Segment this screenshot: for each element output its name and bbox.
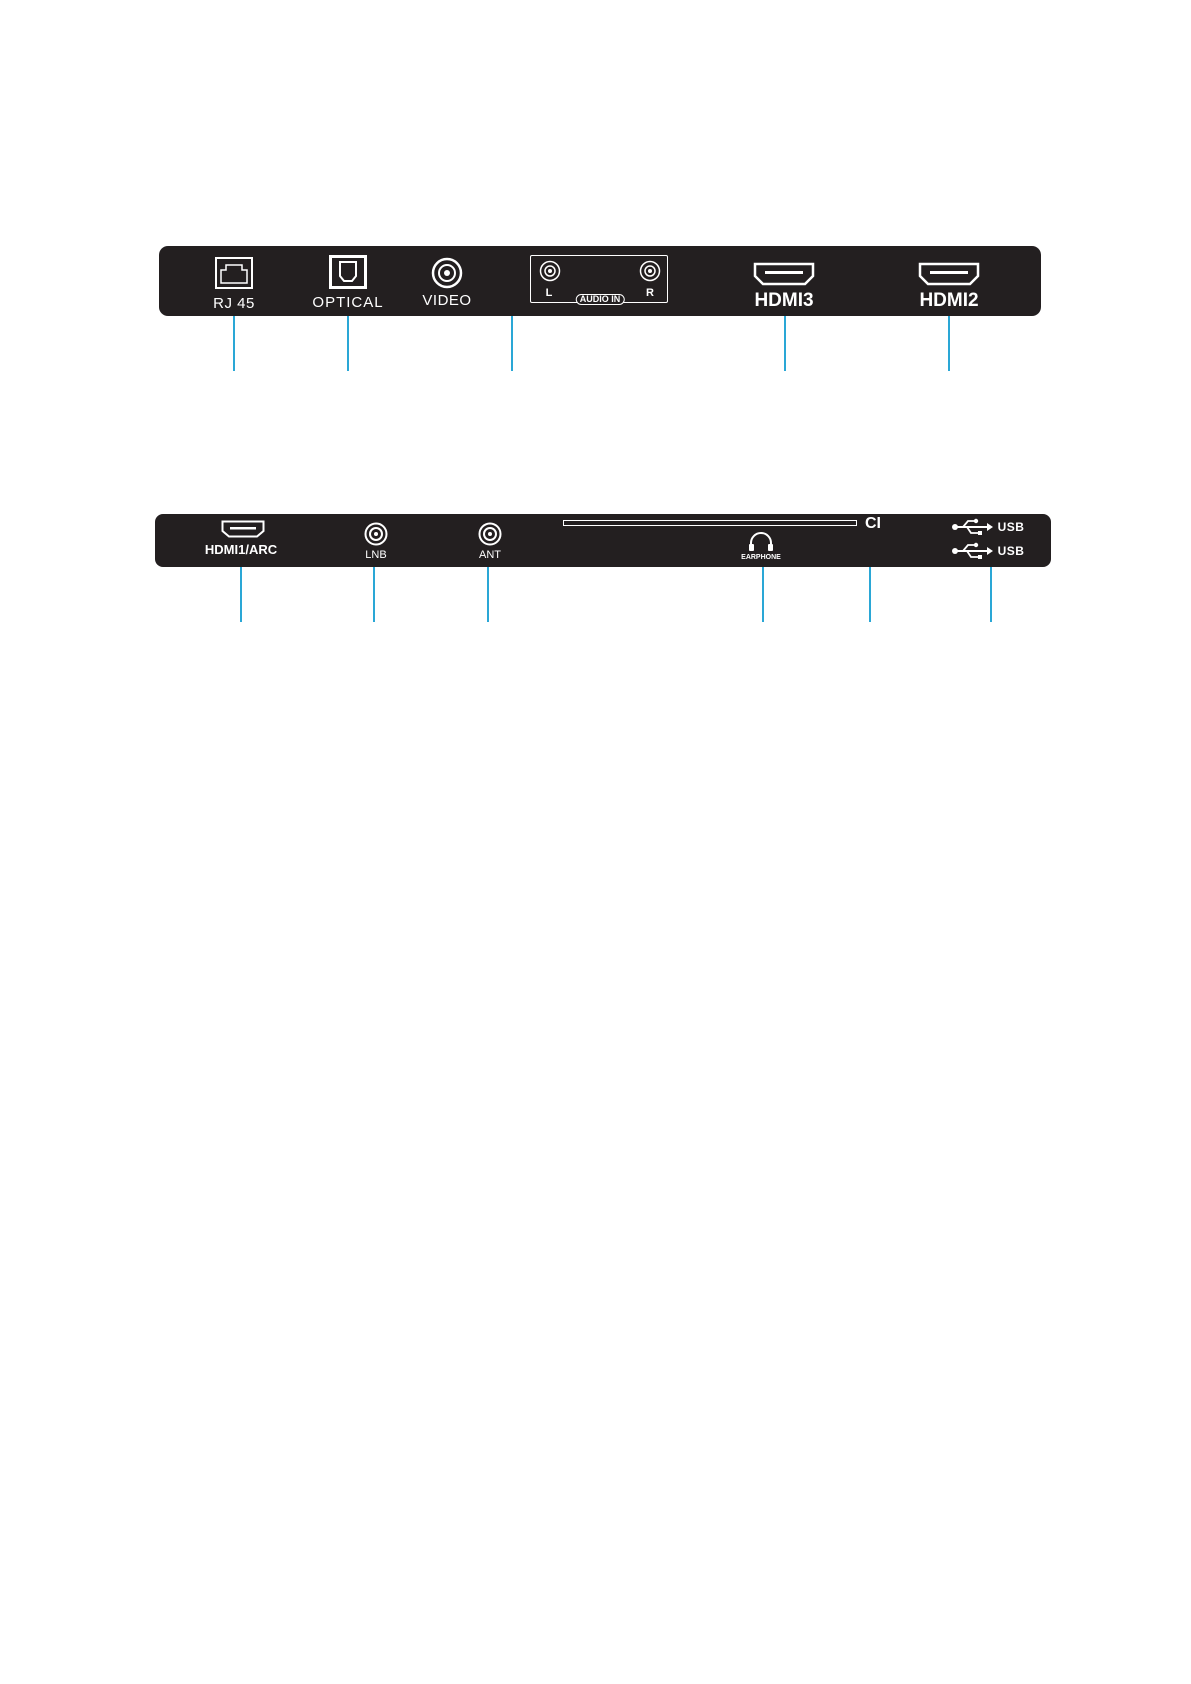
hdmi2-label: HDMI2 — [919, 290, 979, 311]
rear-panel-bottom — [155, 514, 1051, 567]
usb-icon — [951, 518, 993, 536]
audio-in-port — [530, 255, 668, 303]
usb-1-label: USB — [997, 520, 1025, 534]
usb-port-2 — [951, 542, 993, 560]
ethernet-icon — [215, 257, 253, 289]
ci-slot — [563, 520, 857, 526]
hdmi1-arc-label: HDMI1/ARC — [204, 542, 278, 557]
earphone-port — [748, 532, 774, 552]
rj45-label: RJ 45 — [213, 295, 255, 312]
optical-port — [329, 255, 367, 289]
rca-icon — [539, 260, 561, 282]
hdmi-icon — [221, 520, 265, 538]
rca-icon — [639, 260, 661, 282]
callout-line-lnb — [373, 567, 375, 622]
hdmi-icon — [918, 262, 980, 286]
callout-line-usb — [990, 567, 992, 622]
coaxial-icon — [478, 522, 502, 546]
headphone-icon — [748, 532, 774, 552]
audio-in-label: AUDIO IN — [576, 294, 625, 305]
audio-in-right-label: R — [646, 287, 654, 299]
callout-line-hdmi1-arc — [240, 567, 242, 622]
video-port — [431, 257, 463, 289]
ant-port — [478, 522, 502, 546]
callout-line-earphone — [762, 567, 764, 622]
optical-icon — [329, 255, 367, 289]
coaxial-icon — [364, 522, 388, 546]
usb-port-1 — [951, 518, 993, 536]
callout-line-ci — [869, 567, 871, 622]
rj45-port — [215, 257, 253, 289]
hdmi-icon — [753, 262, 815, 286]
lnb-label: LNB — [365, 549, 387, 561]
audio-in-left-label: L — [545, 287, 553, 299]
lnb-port — [364, 522, 388, 546]
callout-line-hdmi3 — [784, 316, 786, 371]
rca-icon — [431, 257, 463, 289]
hdmi3-port — [753, 262, 815, 286]
hdmi3-label: HDMI3 — [754, 290, 814, 311]
video-label: VIDEO — [422, 292, 472, 309]
earphone-label: EARPHONE — [741, 554, 781, 561]
usb-2-label: USB — [997, 544, 1025, 558]
callout-line-audio-in — [511, 316, 513, 371]
callout-line-ant — [487, 567, 489, 622]
ci-label: CI — [865, 515, 881, 532]
optical-label: OPTICAL — [312, 294, 384, 311]
callout-line-hdmi2 — [948, 316, 950, 371]
hdmi2-port — [918, 262, 980, 286]
callout-line-rj45 — [233, 316, 235, 371]
hdmi1-arc-port — [221, 520, 265, 538]
usb-icon — [951, 542, 993, 560]
rear-panel-top — [159, 246, 1041, 316]
callout-line-optical — [347, 316, 349, 371]
ant-label: ANT — [479, 549, 501, 561]
